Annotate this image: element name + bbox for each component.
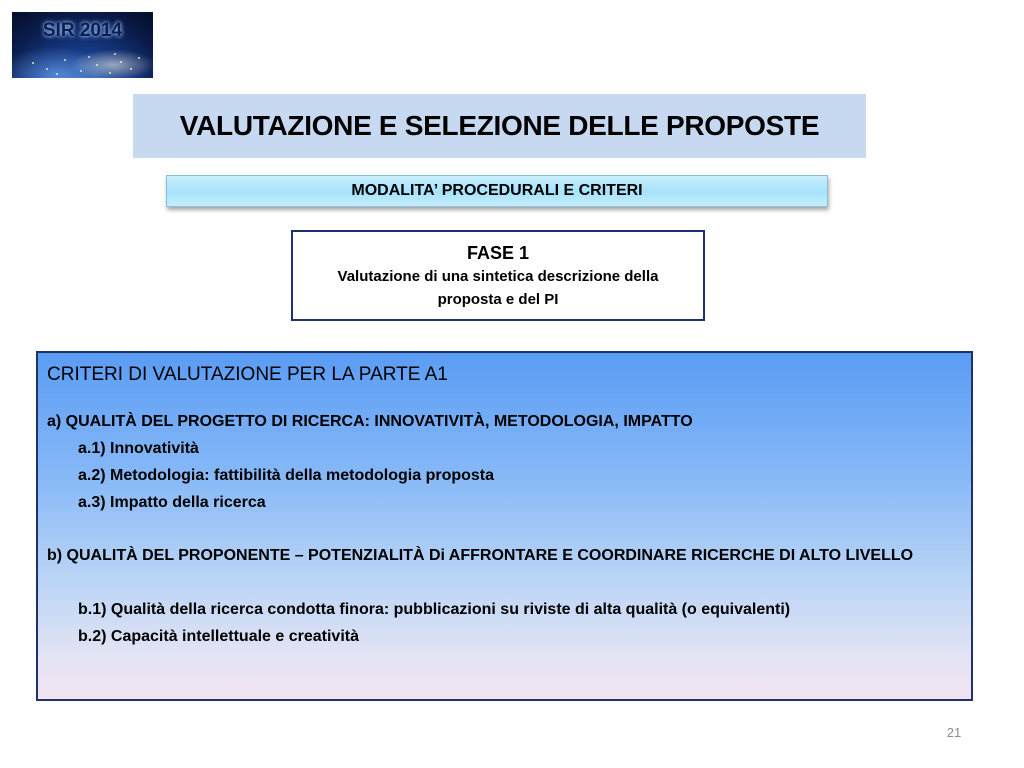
subtitle-box <box>166 175 828 207</box>
section-spacer <box>47 516 971 543</box>
criteria-box <box>36 351 973 701</box>
subtitle: MODALITA’ PROCEDURALI E CRITERI <box>351 182 643 199</box>
sir-2014-logo <box>12 12 153 78</box>
section-a-title: a) QUALITÀ DEL PROGETTO DI RICERCA: INNOVATIVITÀ, METODOLOGIA, IMPATTO <box>47 413 693 430</box>
page-number: 21 <box>946 725 962 740</box>
criteria-item-a3: a.3) Impatto della ricerca <box>78 494 266 511</box>
phase-description: Valutazione di una sintetica descrizione della proposta e del PI <box>337 268 659 308</box>
section-b-title: b) QUALITÀ DEL PROPONENTE – POTENZIALITÀ Di AFFRONTARE E COORDINARE RICERCHE DI ALTO LIVELLO <box>47 547 914 564</box>
criteria-heading: CRITERI DI VALUTAZIONE PER LA PARTE A1 <box>47 364 448 385</box>
criteria-item-b2: b.2) Capacità intellettuale e creatività <box>78 628 359 645</box>
phase-box <box>291 230 705 321</box>
section-spacer <box>47 569 971 596</box>
criteria-item-b1: b.1) Qualità della ricerca condotta finora: pubblicazioni su riviste di alta qualità (o equivalenti) <box>78 601 791 618</box>
criteria-item-a2: a.2) Metodologia: fattibilità della metodologia proposta <box>78 467 495 484</box>
slide-title-box <box>133 94 866 158</box>
logo-text: SIR 2014 <box>42 20 123 41</box>
phase-title: FASE 1 <box>466 243 530 263</box>
criteria-item-a1: a.1) Innovatività <box>78 440 199 457</box>
slide-title: VALUTAZIONE E SELEZIONE DELLE PROPOSTE <box>179 110 820 141</box>
